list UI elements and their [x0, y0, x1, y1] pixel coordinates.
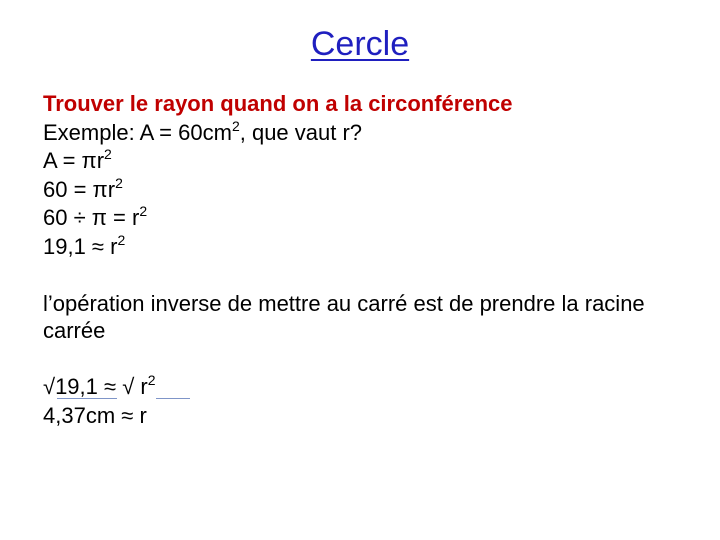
step-exponent: 2: [117, 231, 126, 248]
spacer: [43, 261, 683, 290]
section-heading: Trouver le rayon quand on a la circonférence: [43, 91, 513, 116]
step-line: [43, 176, 683, 205]
explanation-text: l’opération inverse de mettre au carré est de prendre la racine carrée: [43, 291, 645, 343]
step-exponent: 2: [115, 174, 123, 191]
step-text: A = πr: [43, 148, 105, 173]
step-line: [43, 147, 683, 176]
sqrt-line: [43, 373, 683, 402]
sqrt-text: √19,1 ≈ √ r: [43, 374, 148, 399]
example-line: [43, 119, 683, 148]
slide-title: Cercle: [310, 25, 410, 63]
example-exponent: 2: [231, 117, 240, 134]
step-line: [43, 233, 683, 262]
sqrt-exponent: 2: [147, 372, 156, 388]
step-text: 60 ÷ π = r: [43, 205, 140, 230]
sqrt-overline-right: [156, 398, 190, 399]
slide-body: [43, 90, 683, 430]
result-line: 4,37cm ≈ r: [43, 402, 147, 428]
step-text: 60 = πr: [43, 176, 116, 202]
step-text: 19,1 ≈ r: [43, 233, 118, 259]
sqrt-overline-left: [57, 398, 117, 399]
spacer: [43, 344, 683, 373]
step-line: [43, 204, 683, 233]
example-suffix: , que vaut r?: [239, 119, 363, 145]
step-exponent: 2: [139, 203, 148, 219]
example-prefix: Exemple: A = 60cm: [43, 119, 232, 145]
step-exponent: 2: [104, 146, 112, 162]
